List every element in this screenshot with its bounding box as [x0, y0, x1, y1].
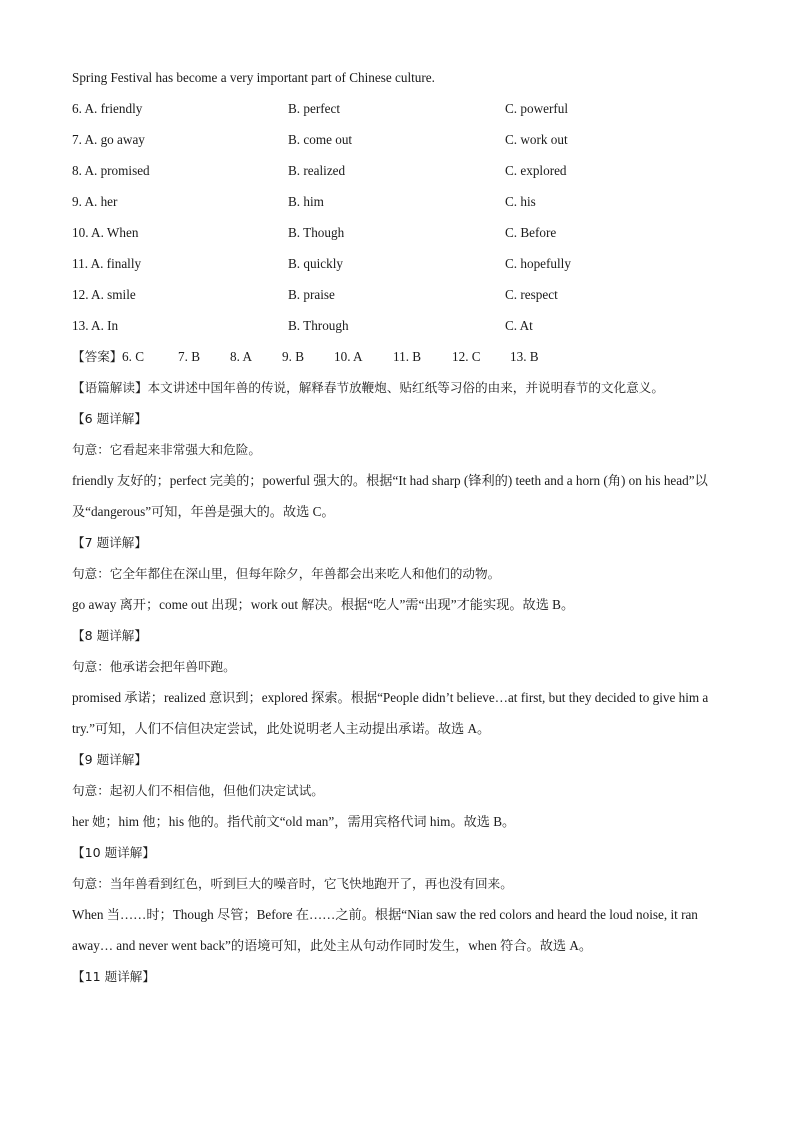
- option-a: 12. A. smile: [72, 287, 136, 302]
- options-list: [72, 93, 722, 341]
- intro-line: Spring Festival has become a very important part of Chinese culture.: [72, 70, 435, 85]
- explanation-text: go away 离开；come out 出现；work out 解决。根据“吃人”需“出现”才能实现。故选 B。: [72, 597, 575, 612]
- sentence-meaning: 句意：它全年都住在深山里，但每年除夕，年兽都会出来吃人和他们的动物。: [72, 566, 501, 581]
- option-b: B. come out: [288, 132, 353, 147]
- sentence-meaning: 句意：他承诺会把年兽吓跑。: [72, 659, 236, 674]
- document-page: [72, 62, 722, 992]
- option-b: B. quickly: [288, 256, 343, 271]
- explanation-section: [72, 403, 722, 527]
- answer-item: 8. A: [230, 349, 252, 364]
- answer-item: 13. B: [510, 349, 539, 364]
- option-a: 9. A. her: [72, 194, 118, 209]
- analysis-label: 【语篇解读】: [72, 380, 148, 395]
- option-row: [72, 279, 722, 310]
- option-c: C. respect: [505, 287, 558, 302]
- answer-item: 10. A: [334, 349, 363, 364]
- explanation-heading: 【8 题详解】: [72, 628, 147, 643]
- option-a: 7. A. go away: [72, 132, 145, 147]
- analysis-text: 本文讲述中国年兽的传说，解释春节放鞭炮、贴红纸等习俗的由来，并说明春节的文化意义。: [147, 380, 664, 395]
- option-b: B. him: [288, 194, 324, 209]
- option-b: B. realized: [288, 163, 346, 178]
- option-row: [72, 124, 722, 155]
- option-c: C. hopefully: [505, 256, 571, 271]
- option-b: B. perfect: [288, 101, 340, 116]
- option-row: [72, 248, 722, 279]
- explanation-text: friendly 友好的；perfect 完美的；powerful 强大的。根据“It had sharp (锋利的) teeth and a horn (角) on his head”以及“dangerous”可知，年兽是强大的。故选 C。: [72, 473, 708, 519]
- answer-item: 11. B: [393, 349, 422, 364]
- option-c: C. At: [505, 318, 533, 333]
- option-c: C. powerful: [505, 101, 568, 116]
- explanation-heading: 【11 题详解】: [72, 969, 155, 984]
- answer-item: 7. B: [178, 349, 200, 364]
- option-row: [72, 217, 722, 248]
- explanation-text: promised 承诺；realized 意识到；explored 探索。根据“People didn’t believe…at first, but they decided to give him a try.”可知，人们不信但决定尝试，此处说明老人主动提出承诺。故选 A。: [72, 690, 709, 736]
- sentence-meaning: 句意：起初人们不相信他，但他们决定试试。: [72, 783, 324, 798]
- answer-item: 6. C: [122, 349, 144, 364]
- explanation-heading: 【6 题详解】: [72, 411, 147, 426]
- option-b: B. Though: [288, 225, 345, 240]
- explanation-section: [72, 744, 722, 837]
- answer-item: 12. C: [452, 349, 481, 364]
- explanation-section: [72, 620, 722, 744]
- explanation-text: her 她；him 他；his 他的。指代前文“old man”，需用宾格代词 him。故选 B。: [72, 814, 516, 829]
- option-b: B. Through: [288, 318, 349, 333]
- option-c: C. his: [505, 194, 536, 209]
- answer-label: 【答案】: [72, 349, 123, 364]
- option-row: [72, 186, 722, 217]
- answer-key: [72, 341, 722, 372]
- explanation-heading: 【9 题详解】: [72, 752, 147, 767]
- explanation-section: [72, 837, 722, 961]
- option-b: B. praise: [288, 287, 335, 302]
- option-row: [72, 155, 722, 186]
- sentence-meaning: 句意：当年兽看到红色，听到巨大的噪音时，它飞快地跑开了，再也没有回来。: [72, 876, 513, 891]
- answer-item: 9. B: [282, 349, 304, 364]
- explanation-heading: 【10 题详解】: [72, 845, 155, 860]
- passage-analysis: [72, 372, 722, 403]
- option-a: 8. A. promised: [72, 163, 150, 178]
- option-c: C. work out: [505, 132, 568, 147]
- option-row: [72, 310, 722, 341]
- option-a: 10. A. When: [72, 225, 139, 240]
- sentence-meaning: 句意：它看起来非常强大和危险。: [72, 442, 261, 457]
- option-row: [72, 93, 722, 124]
- option-a: 11. A. finally: [72, 256, 142, 271]
- explanation-text: When 当……时；Though 尽管；Before 在……之前。根据“Nian saw the red colors and heard the loud noise, it ran away… and never went back”的语境可知，此处主从句动作同时发生，when 符合。故选 A。: [72, 907, 698, 953]
- option-c: C. explored: [505, 163, 567, 178]
- explanation-section: [72, 527, 722, 620]
- option-a: 13. A. In: [72, 318, 119, 333]
- explanation-heading: 【7 题详解】: [72, 535, 147, 550]
- option-a: 6. A. friendly: [72, 101, 143, 116]
- option-c: C. Before: [505, 225, 557, 240]
